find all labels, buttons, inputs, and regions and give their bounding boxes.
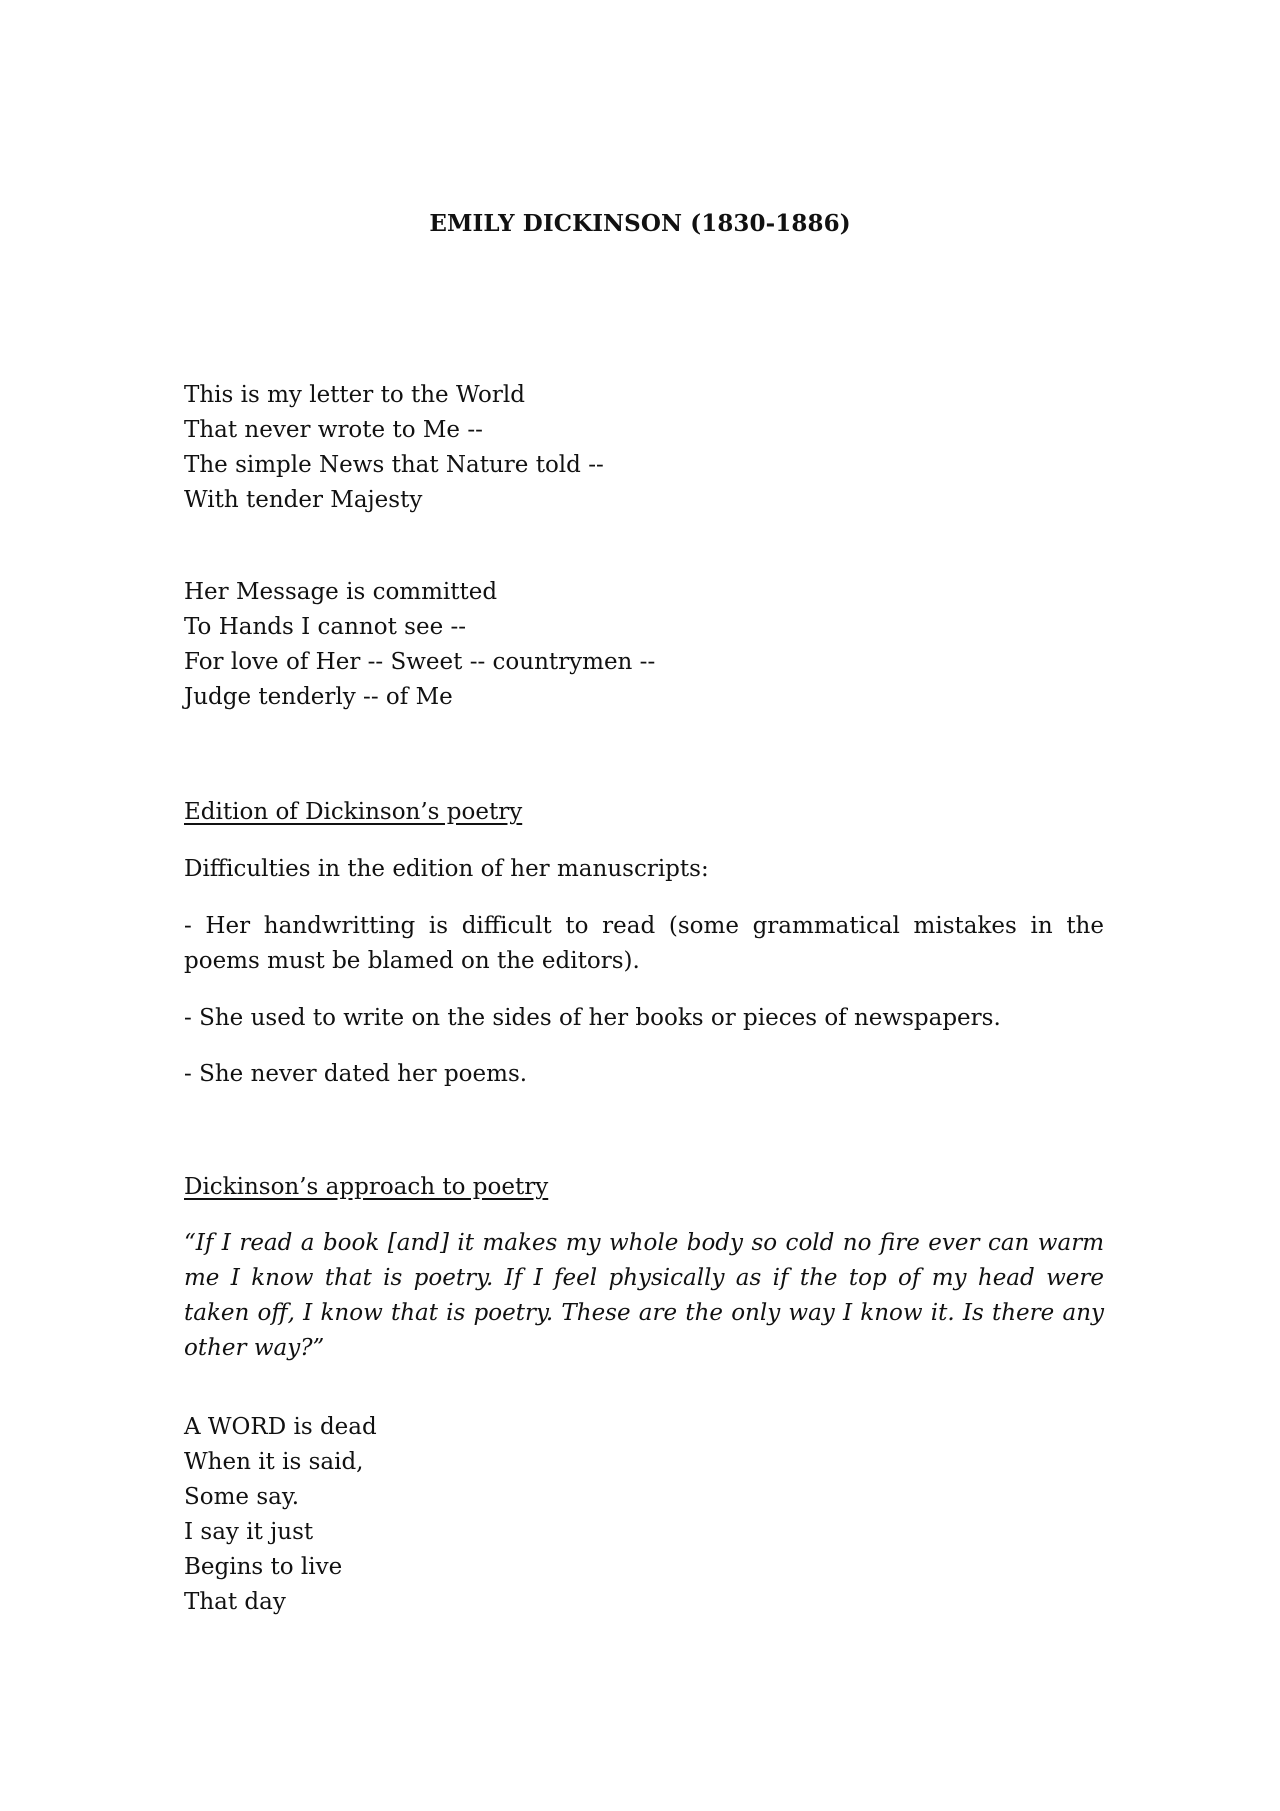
poem-stanza-1	[184, 378, 1104, 518]
section-heading-edition: Edition of Dickinson’s poetry	[184, 799, 523, 825]
poem-stanza-2	[184, 575, 1104, 715]
poem-line: This is my letter to the World	[184, 382, 525, 408]
quote-paragraph: “If I read a book [and] it makes my whole body so cold no fire ever can warm me I know that is poetry. If I feel physically as if the top of my head were taken off, I know that is poetry. These are the only way I know it. Is there any other way?”	[184, 1230, 1104, 1361]
bullet-item: - She used to write on the sides of her books or pieces of newspapers.	[184, 1005, 1001, 1031]
poem-line: For love of Her -- Sweet -- countrymen --	[184, 649, 656, 675]
poem-line: That never wrote to Me --	[184, 417, 483, 443]
poem-line: A WORD is dead	[184, 1414, 377, 1440]
poem-line: That day	[184, 1589, 286, 1615]
poem-line: With tender Majesty	[184, 487, 423, 513]
poem-line: The simple News that Nature told --	[184, 452, 604, 478]
poem-line: Some say.	[184, 1484, 300, 1510]
poem-line: I say it just	[184, 1519, 314, 1545]
poem-line: To Hands I cannot see --	[184, 614, 467, 640]
bullet-item: - Her handwritting is difficult to read (some grammatical mistakes in the poems must be blamed on the editors).	[184, 913, 1104, 974]
page-title: EMILY DICKINSON (1830-1886)	[429, 210, 851, 237]
section-heading-approach: Dickinson’s approach to poetry	[184, 1174, 549, 1200]
bullet-item: - She never dated her poems.	[184, 1061, 528, 1087]
poem-line: Her Message is committed	[184, 579, 498, 605]
poem-line: When it is said,	[184, 1449, 364, 1475]
poem-line: Begins to live	[184, 1554, 343, 1580]
poem-line: Judge tenderly -- of Me	[184, 684, 453, 710]
poem-word-is-dead	[184, 1410, 1104, 1620]
section-intro: Difficulties in the edition of her manuscripts:	[184, 856, 709, 882]
